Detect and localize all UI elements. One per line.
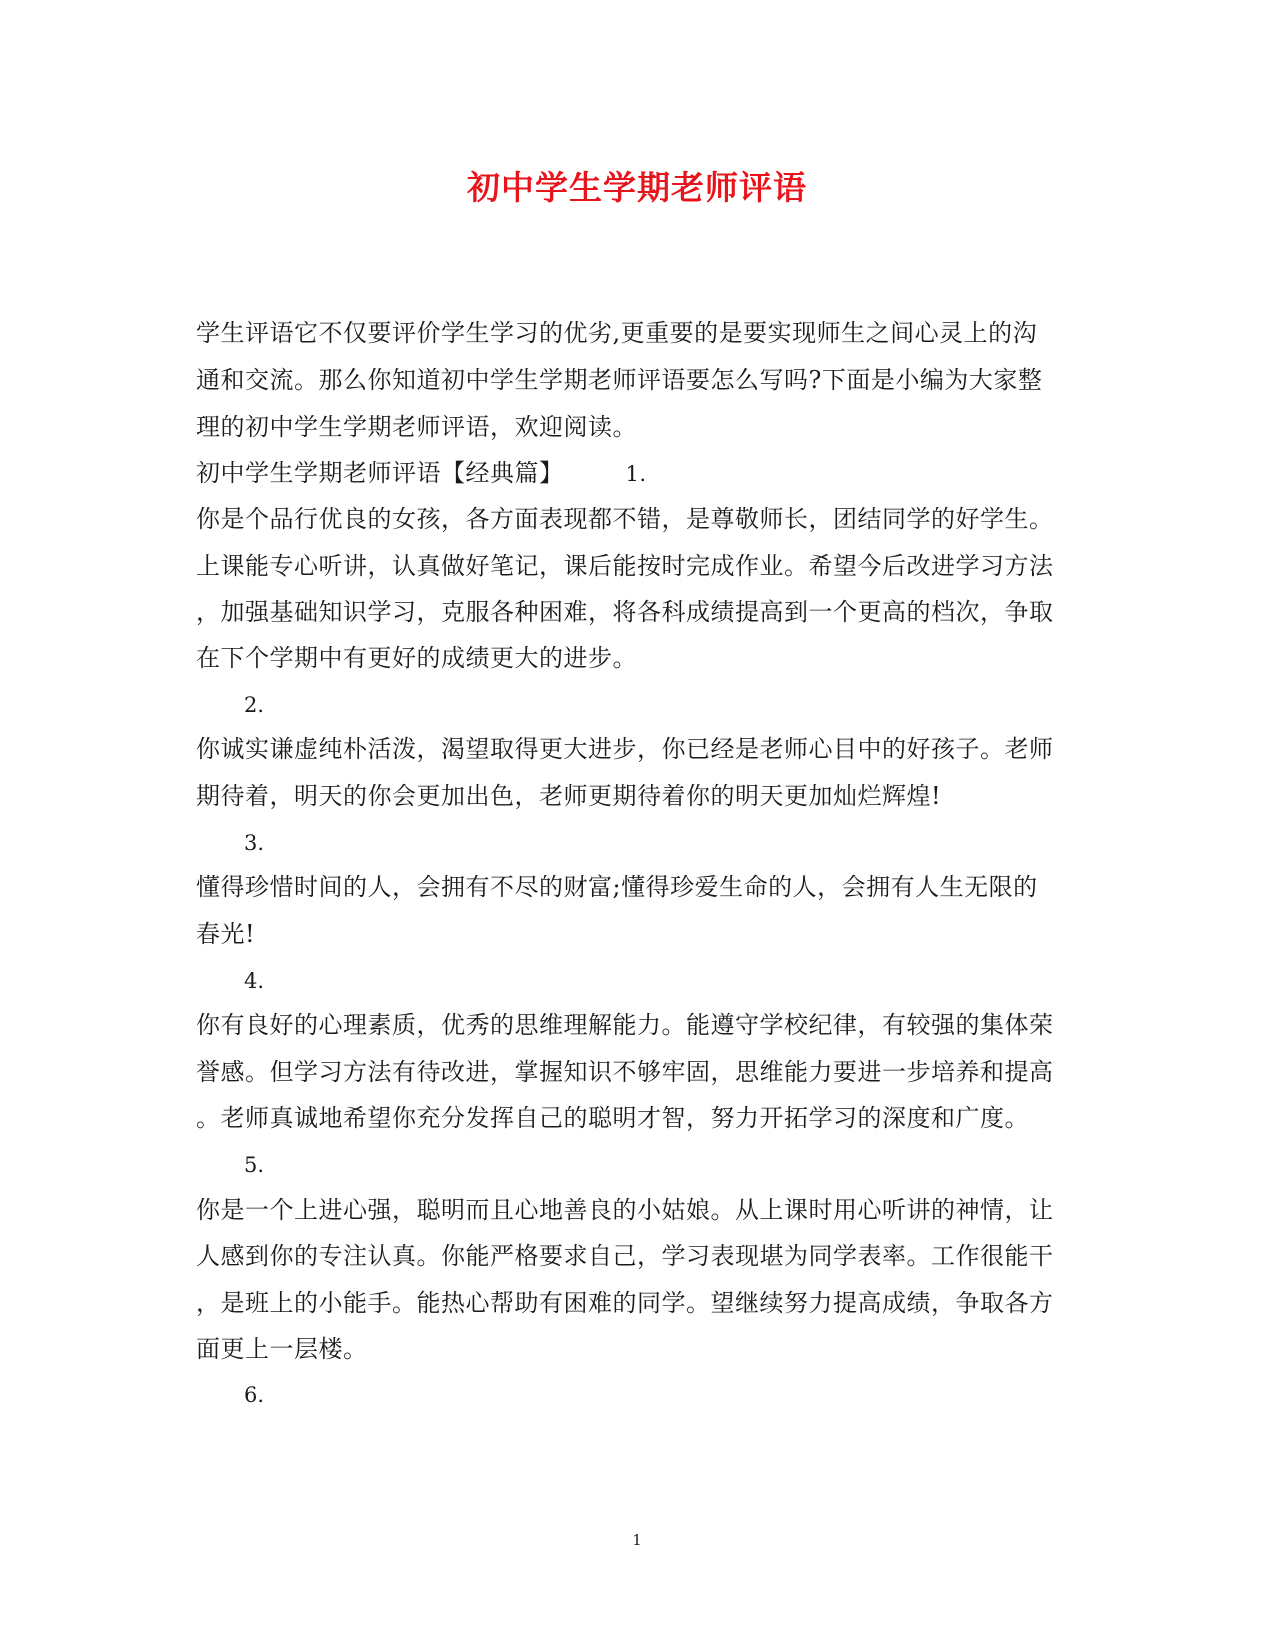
section-heading: 初中学生学期老师评语【经典篇】 (196, 459, 564, 487)
intro-line: 理的初中学生学期老师评语，欢迎阅读。 (196, 413, 637, 441)
item-number: 4. (244, 969, 265, 993)
item-line: 你诚实谦虚纯朴活泼，渴望取得更大进步，你已经是老师心目中的好孩子。老师 (196, 735, 1054, 763)
intro-line: 通和交流。那么你知道初中学生学期老师评语要怎么写吗?下面是小编为大家整 (196, 366, 1043, 394)
item-line: ，是班上的小能手。能热心帮助有困难的同学。望继续努力提高成绩，争取各方 (196, 1289, 1054, 1317)
item-line: 誉感。但学习方法有待改进，掌握知识不够牢固，思维能力要进一步培养和提高 (196, 1058, 1054, 1086)
page-title: 初中学生学期老师评语 (467, 168, 807, 207)
page-number: 1 (632, 1531, 642, 1549)
item-line: 你有良好的心理素质，优秀的思维理解能力。能遵守学校纪律，有较强的集体荣 (196, 1011, 1054, 1039)
item-number: 5. (244, 1153, 265, 1177)
item-line: 面更上一层楼。 (196, 1335, 368, 1363)
item-line: 懂得珍惜时间的人，会拥有不尽的财富;懂得珍爱生命的人，会拥有人生无限的 (196, 873, 1038, 901)
item-line: 你是一个上进心强，聪明而且心地善良的小姑娘。从上课时用心听讲的神情，让 (196, 1196, 1054, 1224)
item-line: 在下个学期中有更好的成绩更大的进步。 (196, 644, 637, 672)
item-line: 你是个品行优良的女孩，各方面表现都不错，是尊敬师长，团结同学的好学生。 (196, 505, 1054, 533)
item-line: 期待着，明天的你会更加出色，老师更期待着你的明天更加灿烂辉煌! (196, 782, 942, 810)
item-number: 2. (244, 693, 265, 717)
item-number: 6. (244, 1383, 265, 1407)
item-number: 1. (625, 462, 647, 486)
item-line: 人感到你的专注认真。你能严格要求自己，学习表现堪为同学表率。工作很能干 (196, 1242, 1054, 1270)
intro-line: 学生评语它不仅要评价学生学习的优劣,更重要的是要实现师生之间心灵上的沟 (196, 319, 1038, 347)
item-line: ，加强基础知识学习，克服各种困难，将各科成绩提高到一个更高的档次，争取 (196, 598, 1054, 626)
item-line: 春光! (196, 920, 256, 948)
item-line: 。老师真诚地希望你充分发挥自己的聪明才智，努力开拓学习的深度和广度。 (196, 1104, 1029, 1132)
section-heading-line (196, 458, 647, 489)
item-number: 3. (244, 831, 265, 855)
item-line: 上课能专心听讲，认真做好笔记，课后能按时完成作业。希望今后改进学习方法 (196, 552, 1054, 580)
